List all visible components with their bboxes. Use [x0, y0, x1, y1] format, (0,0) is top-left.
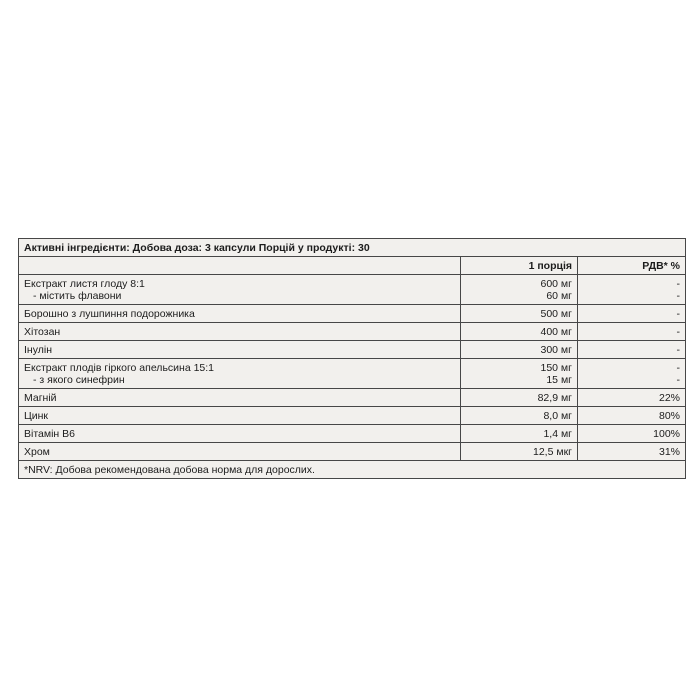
table-row — [19, 443, 686, 461]
supplement-facts-panel — [18, 238, 685, 479]
footnote-row — [19, 461, 686, 479]
column-header-ingredient — [19, 257, 461, 275]
ingredient-subrdv: - — [676, 374, 681, 386]
ingredient-rdv: - — [578, 305, 686, 323]
ingredient-rdv: 100% — [578, 425, 686, 443]
footnote-text: *NRV: Добова рекомендована добова норма для дорослих. — [19, 461, 686, 479]
ingredient-name: Інулін — [19, 341, 461, 359]
ingredient-rdv: 80% — [578, 407, 686, 425]
ingredient-amount: 400 мг — [461, 323, 578, 341]
column-header-row — [19, 257, 686, 275]
ingredient-name: Вітамін B6 — [19, 425, 461, 443]
ingredient-subname: - з якого синефрин — [33, 374, 125, 386]
table-row — [19, 341, 686, 359]
table-row — [19, 323, 686, 341]
ingredient-rdv: - — [676, 362, 681, 374]
ingredient-rdv: - — [578, 341, 686, 359]
table-row — [19, 305, 686, 323]
ingredient-name: Екстракт плодів гіркого апельсина 15:1 — [24, 362, 215, 374]
ingredient-amount: 12,5 мкг — [461, 443, 578, 461]
ingredient-rdv: - — [676, 278, 681, 290]
ingredient-rdv: - — [578, 323, 686, 341]
table-row — [19, 389, 686, 407]
ingredient-amount: 8,0 мг — [461, 407, 578, 425]
ingredient-amount: 500 мг — [461, 305, 578, 323]
ingredient-amount: 1,4 мг — [461, 425, 578, 443]
ingredient-name: Магній — [19, 389, 461, 407]
ingredient-amount: 82,9 мг — [461, 389, 578, 407]
ingredient-rdv: 22% — [578, 389, 686, 407]
table-row — [19, 425, 686, 443]
ingredient-name: Хром — [19, 443, 461, 461]
table-header-row — [19, 239, 686, 257]
table-row — [19, 359, 686, 389]
supplement-facts-table — [18, 238, 686, 479]
ingredient-name: Екстракт листя глоду 8:1 — [24, 278, 145, 290]
ingredient-name: Хітозан — [19, 323, 461, 341]
column-header-per-serving: 1 порція — [461, 257, 578, 275]
ingredient-amount: 150 мг — [540, 362, 572, 374]
ingredient-subname: - містить флавони — [33, 290, 122, 302]
table-row — [19, 275, 686, 305]
column-header-rdv: РДВ* % — [578, 257, 686, 275]
ingredient-amount: 600 мг — [540, 278, 572, 290]
ingredient-name: Борошно з лушпиння подорожника — [19, 305, 461, 323]
ingredient-subrdv: - — [676, 290, 681, 302]
ingredient-subamount: 15 мг — [546, 374, 572, 386]
ingredient-amount: 300 мг — [461, 341, 578, 359]
ingredient-rdv: 31% — [578, 443, 686, 461]
ingredient-subamount: 60 мг — [546, 290, 572, 302]
table-title: Активні інгредієнти: Добова доза: 3 капсули Порцій у продукті: 30 — [19, 239, 686, 257]
table-row — [19, 407, 686, 425]
ingredient-name: Цинк — [19, 407, 461, 425]
